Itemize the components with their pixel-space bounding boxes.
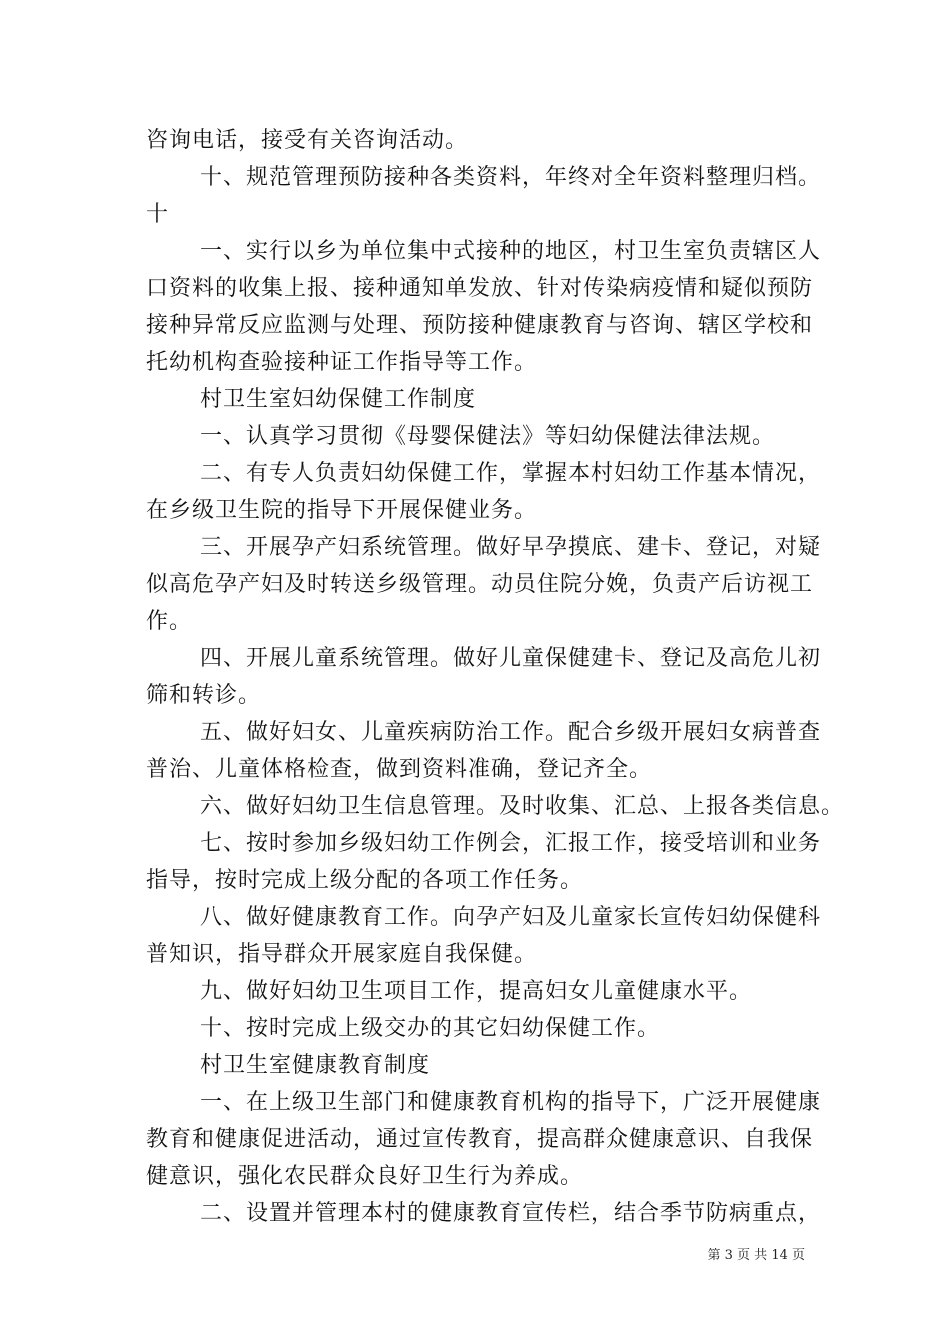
page-number-footer: 第 3 页 共 14 页 bbox=[707, 1248, 805, 1263]
section-heading: 村卫生室健康教育制度 bbox=[200, 1053, 431, 1078]
text-line: 筛和转诊。 bbox=[146, 683, 262, 708]
text-line: 六、做好妇幼卫生信息管理。及时收集、汇总、上报各类信息。 bbox=[200, 794, 845, 819]
text-line: 一、认真学习贯彻《母婴保健法》等妇幼保健法律法规。 bbox=[200, 424, 776, 449]
text-line: 三、开展孕产妇系统管理。做好早孕摸底、建卡、登记，对疑 bbox=[200, 535, 822, 560]
text-line: 教育和健康促进活动，通过宣传教育，提高群众健康意识、自我保 bbox=[146, 1127, 814, 1152]
text-line: 健意识，强化农民群众良好卫生行为养成。 bbox=[146, 1164, 584, 1189]
text-line: 接种异常反应监测与处理、预防接种健康教育与咨询、辖区学校和 bbox=[146, 313, 814, 338]
text-line: 咨询电话，接受有关咨询活动。 bbox=[146, 128, 469, 153]
text-line: 一、实行以乡为单位集中式接种的地区，村卫生室负责辖区人 bbox=[200, 239, 822, 264]
text-line: 在乡级卫生院的指导下开展保健业务。 bbox=[146, 498, 538, 523]
text-line: 普知识，指导群众开展家庭自我保健。 bbox=[146, 942, 538, 967]
text-line: 指导，按时完成上级分配的各项工作任务。 bbox=[146, 868, 584, 893]
text-line: 似高危孕产妇及时转送乡级管理。动员住院分娩，负责产后访视工 bbox=[146, 572, 814, 597]
text-line: 二、有专人负责妇幼保健工作，掌握本村妇幼工作基本情况， bbox=[200, 461, 822, 486]
text-line: 二、设置并管理本村的健康教育宣传栏，结合季节防病重点， bbox=[200, 1201, 822, 1226]
text-line: 四、开展儿童系统管理。做好儿童保健建卡、登记及高危儿初 bbox=[200, 646, 822, 671]
text-line: 十、按时完成上级交办的其它妇幼保健工作。 bbox=[200, 1016, 661, 1041]
text-line: 七、按时参加乡级妇幼工作例会，汇报工作，接受培训和业务 bbox=[200, 831, 822, 856]
section-heading: 村卫生室妇幼保健工作制度 bbox=[200, 387, 477, 412]
text-line: 一、在上级卫生部门和健康教育机构的指导下，广泛开展健康 bbox=[200, 1090, 822, 1115]
text-line: 十 bbox=[146, 202, 170, 227]
text-line: 八、做好健康教育工作。向孕产妇及儿童家长宣传妇幼保健科 bbox=[200, 905, 822, 930]
text-line: 九、做好妇幼卫生项目工作，提高妇女儿童健康水平。 bbox=[200, 979, 753, 1004]
text-line: 十、规范管理预防接种各类资料，年终对全年资料整理归档。 bbox=[200, 165, 822, 190]
text-line: 作。 bbox=[146, 609, 193, 634]
text-line: 五、做好妇女、儿童疾病防治工作。配合乡级开展妇女病普查 bbox=[200, 720, 822, 745]
text-line: 口资料的收集上报、接种通知单发放、针对传染病疫情和疑似预防 bbox=[146, 276, 814, 301]
text-line: 普治、儿童体格检查，做到资料准确，登记齐全。 bbox=[146, 757, 653, 782]
text-line: 托幼机构查验接种证工作指导等工作。 bbox=[146, 350, 538, 375]
